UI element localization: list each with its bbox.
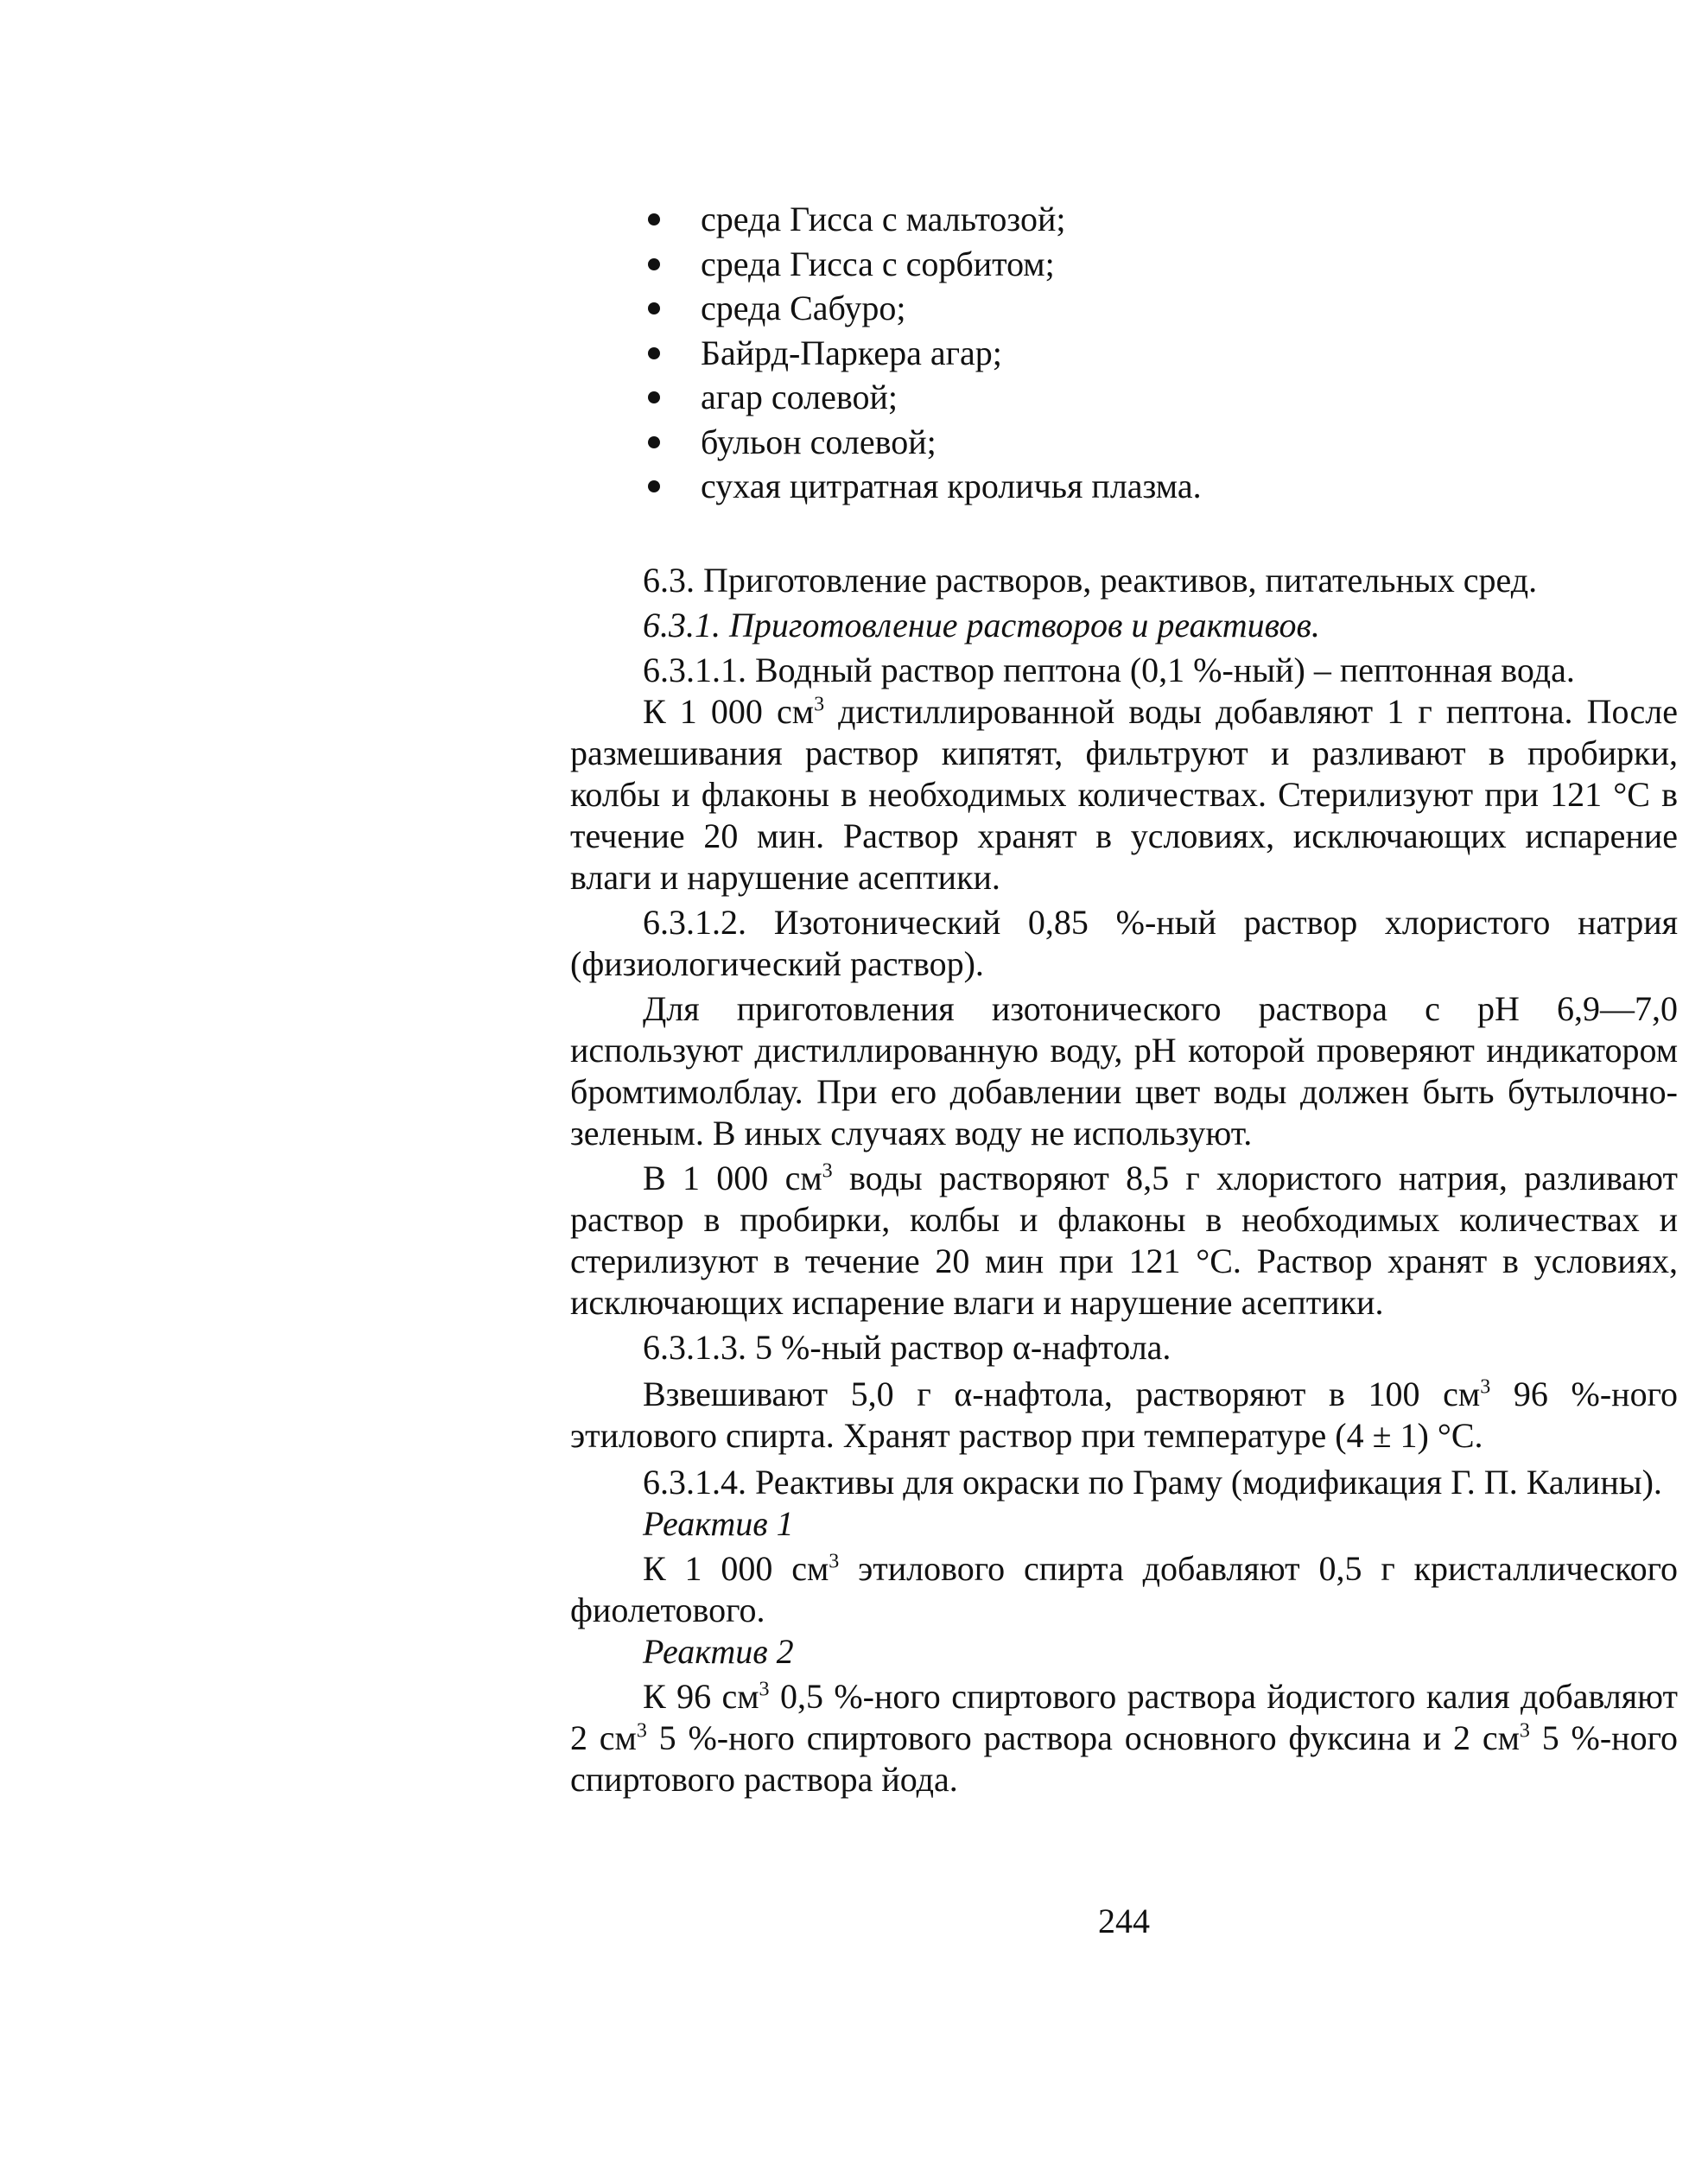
bullet-icon <box>648 391 660 403</box>
text-run: 96 %-ного этилового спирта. Хранят раствор при температуре (4 ± 1) °С. <box>570 1375 1678 1455</box>
text-run: 5 %-ного спиртового раствора основного фуксина и 2 см <box>646 1718 1520 1757</box>
superscript: 3 <box>759 1678 770 1701</box>
paragraph-6-3-1-2-body: Для приготовления изотонического раствора с pH 6,9—7,0 используют дистиллированную воду, pH которой проверяют индикатором бромтимолблау. При его добавлении цвет воды должен быть бутылочно-зеленым. В иных случаях воду не используют. <box>570 989 1678 1153</box>
text-run: 5 %-ного спиртового раствора йода. <box>570 1718 1678 1799</box>
bullet-icon <box>648 436 660 448</box>
text-run: В 1 000 см <box>643 1159 822 1197</box>
paragraph-6-3-1-1-body <box>570 691 1678 899</box>
text-run: К 1 000 см <box>643 1549 829 1588</box>
superscript: 3 <box>822 1159 833 1183</box>
bullet-icon <box>648 213 660 225</box>
paragraph-6-3-1-3-title: 6.3.1.3. 5 %-ный раствор α-нафтола. <box>643 1328 1171 1367</box>
body-text <box>570 560 1678 1800</box>
list-item <box>648 375 1202 420</box>
bullet-icon <box>648 480 660 492</box>
superscript: 3 <box>829 1550 840 1573</box>
text-run: Взвешивают 5,0 г α-нафтола, растворяют в 100 см <box>643 1375 1481 1413</box>
list-item <box>648 286 1202 331</box>
list-item-text: Байрд-Паркера агар; <box>701 333 1002 372</box>
list-item <box>648 464 1202 509</box>
list-item <box>648 331 1202 376</box>
paragraph-6-3-1-4-title: 6.3.1.4. Реактивы для окраски по Граму (модификация Г. П. Калины). <box>643 1463 1662 1502</box>
text-run: 0,5 %-ного спиртового раствора йодистого калия добавляют 2 см <box>570 1677 1678 1757</box>
page-number: 244 <box>1098 1902 1150 1940</box>
text-run: дистиллированной воды добавляют 1 г пептона. После размешивания раствор кипятят, фильтруют и разливают в пробирки, колбы и флаконы в необходимых количествах. Стерилизуют при 121 °С в течение 20 мин. Раствор хранят в условиях, исключающих испарение влаги и нарушение асептики. <box>570 692 1678 897</box>
list-item-text: среда Гисса с сорбитом; <box>701 244 1055 283</box>
superscript: 3 <box>814 693 825 716</box>
list-item <box>648 242 1202 287</box>
superscript: 3 <box>636 1719 647 1743</box>
reagent-2-label: Реактив 2 <box>643 1632 794 1671</box>
text-run: К 1 000 см <box>643 692 815 731</box>
list-item-text: среда Гисса с мальтозой; <box>701 200 1066 238</box>
list-item <box>648 197 1202 242</box>
list-item-text: сухая цитратная кроличья плазма. <box>701 467 1202 505</box>
text-run: воды растворяют 8,5 г хлористого натрия, разливают раствор в пробирки, колбы и флаконы в необходимых количествах и стерилизуют в течение 20 мин при 121 °С. Раствор хранят в условиях, исключающих испарение влаги и нарушение асептики. <box>570 1159 1678 1322</box>
paragraph-6-3-1-1-title: 6.3.1.1. Водный раствор пептона (0,1 %-ный) – пептонная вода. <box>643 651 1575 689</box>
list-item-text: среда Сабуро; <box>701 289 906 327</box>
list-item <box>648 420 1202 465</box>
section-heading: 6.3. Приготовление растворов, реактивов, питательных сред. <box>643 561 1538 600</box>
reagent-1-label: Реактив 1 <box>643 1504 794 1543</box>
superscript: 3 <box>1480 1375 1491 1399</box>
text-run: этилового спирта добавляют 0,5 г кристаллического фиолетового. <box>570 1549 1678 1629</box>
paragraph-6-3-1-2-title: 6.3.1.2. Изотонический 0,85 %-ный раствор хлористого натрия (физиологический раствор). <box>570 903 1678 983</box>
reagent-1-body <box>570 1548 1678 1631</box>
reagent-2-body <box>570 1676 1678 1800</box>
bullet-icon <box>648 347 660 359</box>
paragraph-6-3-1-2-prep <box>570 1158 1678 1324</box>
list-item-text: агар солевой; <box>701 378 898 416</box>
media-list <box>648 197 1202 509</box>
bullet-icon <box>648 258 660 270</box>
paragraph-6-3-1-3-body <box>570 1374 1678 1457</box>
bullet-icon <box>648 302 660 314</box>
document-page <box>570 0 1678 2159</box>
list-item-text: бульон солевой; <box>701 422 937 461</box>
subsection-heading: 6.3.1. Приготовление растворов и реактивов. <box>643 606 1320 645</box>
superscript: 3 <box>1519 1719 1530 1743</box>
text-run: К 96 см <box>643 1677 759 1716</box>
